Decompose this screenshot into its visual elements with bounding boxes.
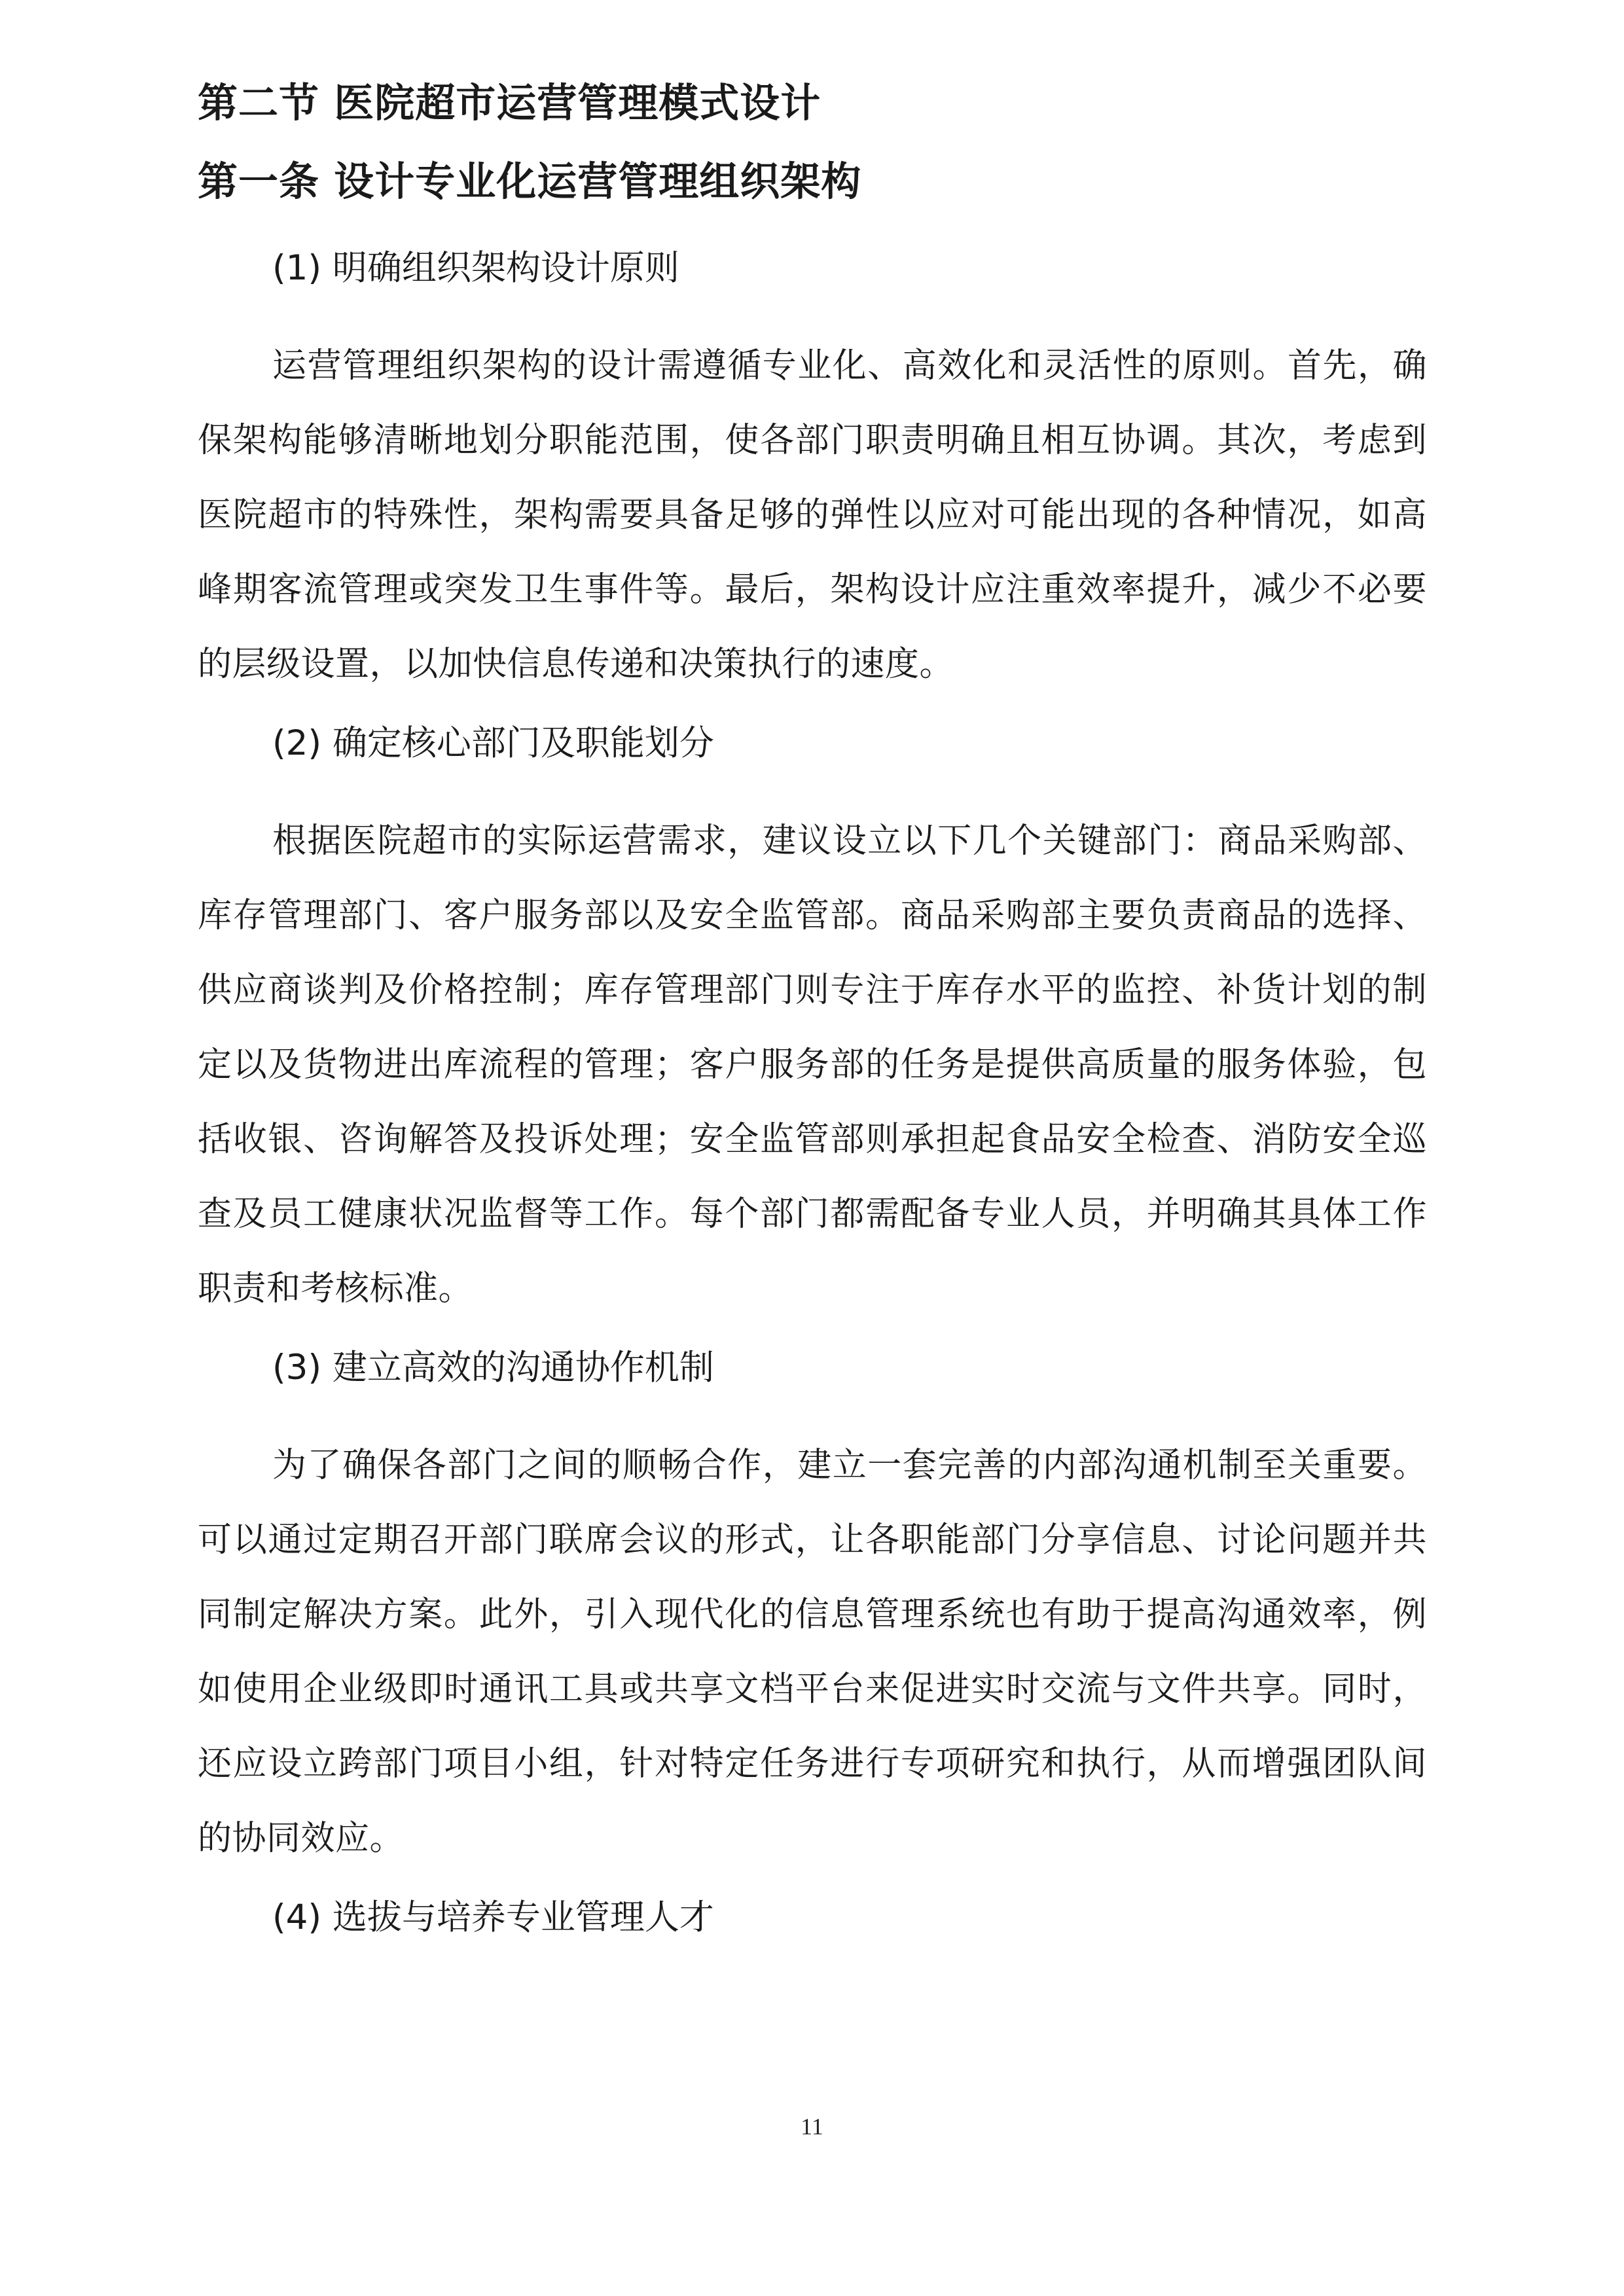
item-2-heading: (2) 确定核心部门及职能划分 bbox=[272, 723, 714, 763]
page-content bbox=[198, 77, 1427, 1978]
section-heading: 第二节 医院超市运营管理模式设计 bbox=[198, 80, 821, 126]
item-3-paragraph: 为了确保各部门之间的顺畅合作，建立一套完善的内部沟通机制至关重要。可以通过定期召开部门联席会议的形式，让各职能部门分享信息、讨论问题并共同制定解决方案。此外，引入现代化的信息管理系统也有助于提高沟通效率，例如使用企业级即时通讯工具或共享文档平台来促进实时交流与文件共享。同时，还应设立跨部门项目小组，针对特定任务进行专项研究和执行，从而增强团队间的协同效应。 bbox=[198, 1446, 1427, 1858]
item-2-paragraph: 根据医院超市的实际运营需求，建议设立以下几个关键部门：商品采购部、库存管理部门、客户服务部以及安全监管部。商品采购部主要负责商品的选择、供应商谈判及价格控制；库存管理部门则专注于库存水平的监控、补货计划的制定以及货物进出库流程的管理；客户服务部的任务是提供高质量的服务体验，包括收银、咨询解答及投诉处理；安全监管部则承担起食品安全检查、消防安全巡查及员工健康状况监督等工作。每个部门都需配备专业人员，并明确其具体工作职责和考核标准。 bbox=[198, 821, 1427, 1308]
item-1-paragraph: 运营管理组织架构的设计需遵循专业化、高效化和灵活性的原则。首先，确保架构能够清晰地划分职能范围，使各部门职责明确且相互协调。其次，考虑到医院超市的特殊性，架构需要具备足够的弹性以应对可能出现的各种情况，如高峰期客流管理或突发卫生事件等。最后，架构设计应注重效率提升，减少不必要的层级设置，以加快信息传递和决策执行的速度。 bbox=[198, 346, 1427, 684]
item-1-heading: (1) 明确组织架构设计原则 bbox=[272, 248, 679, 288]
page-number: 11 bbox=[801, 2113, 823, 2140]
item-3-heading: (3) 建立高效的沟通协作机制 bbox=[272, 1348, 714, 1388]
item-4-heading: (4) 选拔与培养专业管理人才 bbox=[272, 1897, 714, 1937]
article-heading: 第一条 设计专业化运营管理组织架构 bbox=[198, 158, 862, 205]
